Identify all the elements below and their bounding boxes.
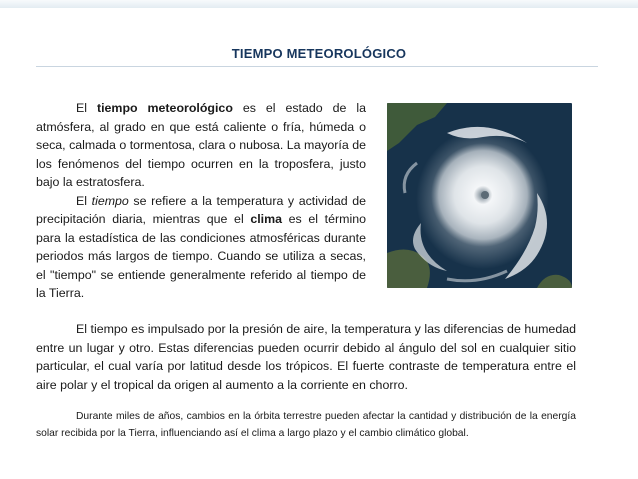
bold-term-weather: tiempo meteorológico — [96, 101, 233, 115]
text-segment: es el estado de la atmósfera, al grado en que está caliente o fría, húmeda o seca, calmada o tormentosa, clara o nubosa. La mayoría de los fenómenos del tiempo ocurren en la troposfera, justo bajo la estratosfera. — [36, 101, 366, 189]
bold-term-clima: clima — [250, 212, 283, 226]
paragraph-weather-drivers — [36, 320, 576, 394]
text-segment: El — [76, 101, 97, 115]
text-segment: El tiempo es impulsado por la presión de aire, la temperatura y las diferencias de humedad entre un lugar y otro. Estas diferencias pueden ocurrir debido al ángulo del sol en cualquier sitio particular, el cual varía por latitud desde los trópicos. El fuerte contraste de temperatura entre el aire polar y el tropical da origen al aumento a la corriente en chorro. — [36, 322, 576, 392]
text-segment: es el término para la estadística de las condiciones atmosféricas durante periodos más largos de tiempo. Cuando se utiliza a secas, el "tiempo" se entiende generalmente referido al tiempo de la Tierra. — [36, 212, 366, 300]
paragraph-weather-definition — [36, 99, 366, 303]
text-segment: El — [76, 193, 92, 208]
hurricane-satellite-icon — [387, 103, 572, 288]
paragraph-orbital-changes — [36, 408, 576, 442]
page-title: TIEMPO METEOROLÓGICO — [231, 46, 407, 61]
title-divider — [36, 66, 598, 67]
text-segment: Durante miles de años, cambios en la órbita terrestre pueden afectar la cantidad y distribución de la energía solar recibida por la Tierra, influenciando así el clima a largo plazo y el cambio climático global. — [36, 411, 576, 439]
italic-term-tiempo: tiempo — [91, 193, 129, 208]
text-segment: se refiere a la temperatura y actividad de precipitación diaria, mientras que el — [36, 193, 367, 226]
top-accent-bar — [0, 0, 638, 8]
